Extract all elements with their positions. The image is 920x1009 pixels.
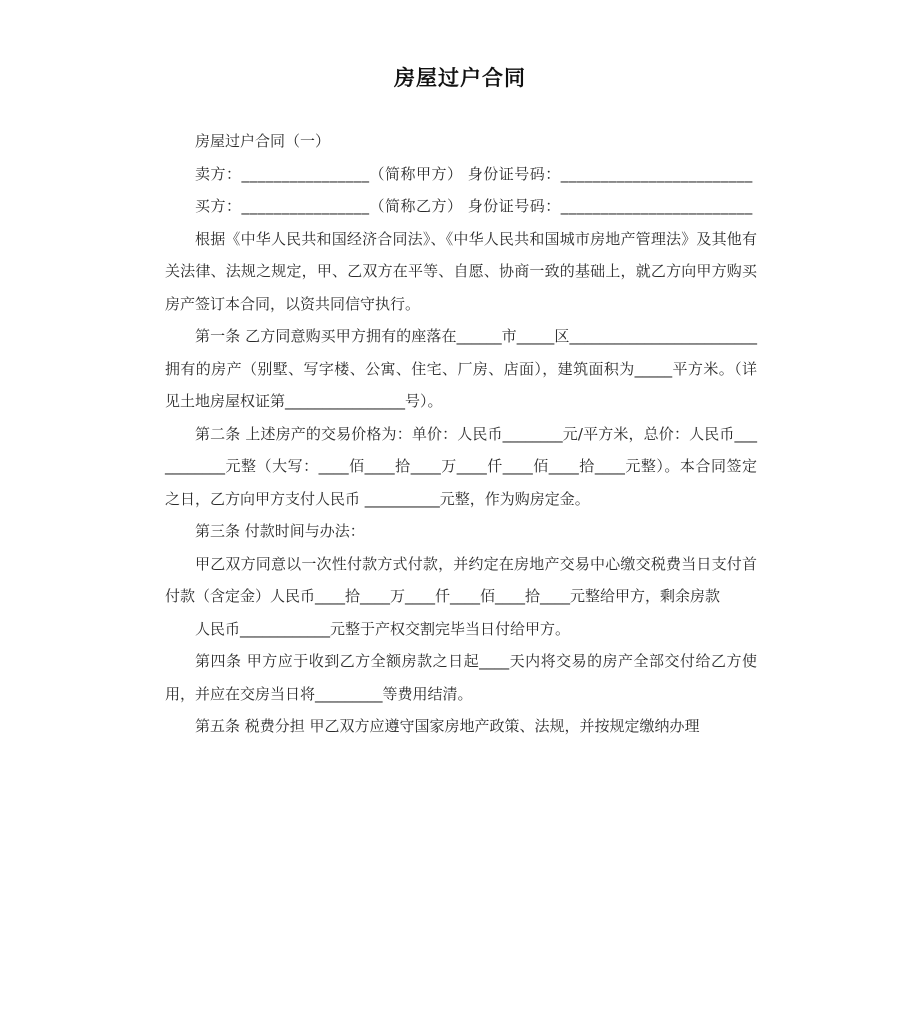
buyer-line: 买方：________________（简称乙方） 身份证号码：________________________ [195,197,753,215]
article-1-paragraph: 第一条 乙方同意购买甲方拥有的座落在______市_____区_________________________拥有的房产（别墅、写字楼、公寓、住宅、厂房、店面），建筑面积为_____平方米。（详见土地房屋权证第________________号）。 [165,327,757,410]
document-body [165,125,757,743]
preamble-paragraph: 根据《中华人民共和国经济合同法》、《中华人民共和国城市房地产管理法》及其他有关法律、法规之规定，甲、乙双方在平等、自愿、协商一致的基础上，就乙方向甲方购买房产签订本合同，以资共同信守执行。 [165,229,757,313]
document-title: 房屋过户合同 [394,66,526,90]
article-4-paragraph: 第四条 甲方应于收到乙方全额房款之日起____天内将交易的房产全部交付给乙方使用，并应在交房当日将_________等费用结清。 [165,652,757,703]
article-3-remaining-paragraph: 人民币____________元整于产权交割完毕当日付给甲方。 [195,619,571,638]
seller-line: 卖方：________________（简称甲方） 身份证号码：________________________ [195,164,753,183]
article-3-heading: 第三条 付款时间与办法： [195,522,365,540]
document-subtitle: 房屋过户合同（一） [195,132,331,150]
article-3-payment-paragraph: 甲乙双方同意以一次性付款方式付款，并约定在房地产交易中心缴交税费当日支付首付款（含定金）人民币____拾____万____仟____佰____拾____元整给甲方，剩余房款 [165,554,757,605]
article-2-paragraph: 第二条 上述房产的交易价格为：单价：人民币________元/平方米，总价：人民币___________元整（大写：____佰____拾____万____仟____佰____拾____元整）。本合同签定之日，乙方向甲方支付人民币 __________元整，作为购房定金。 [165,424,757,508]
article-5-paragraph: 第五条 税费分担 甲乙双方应遵守国家房地产政策、法规，并按规定缴纳办理 [195,717,700,735]
